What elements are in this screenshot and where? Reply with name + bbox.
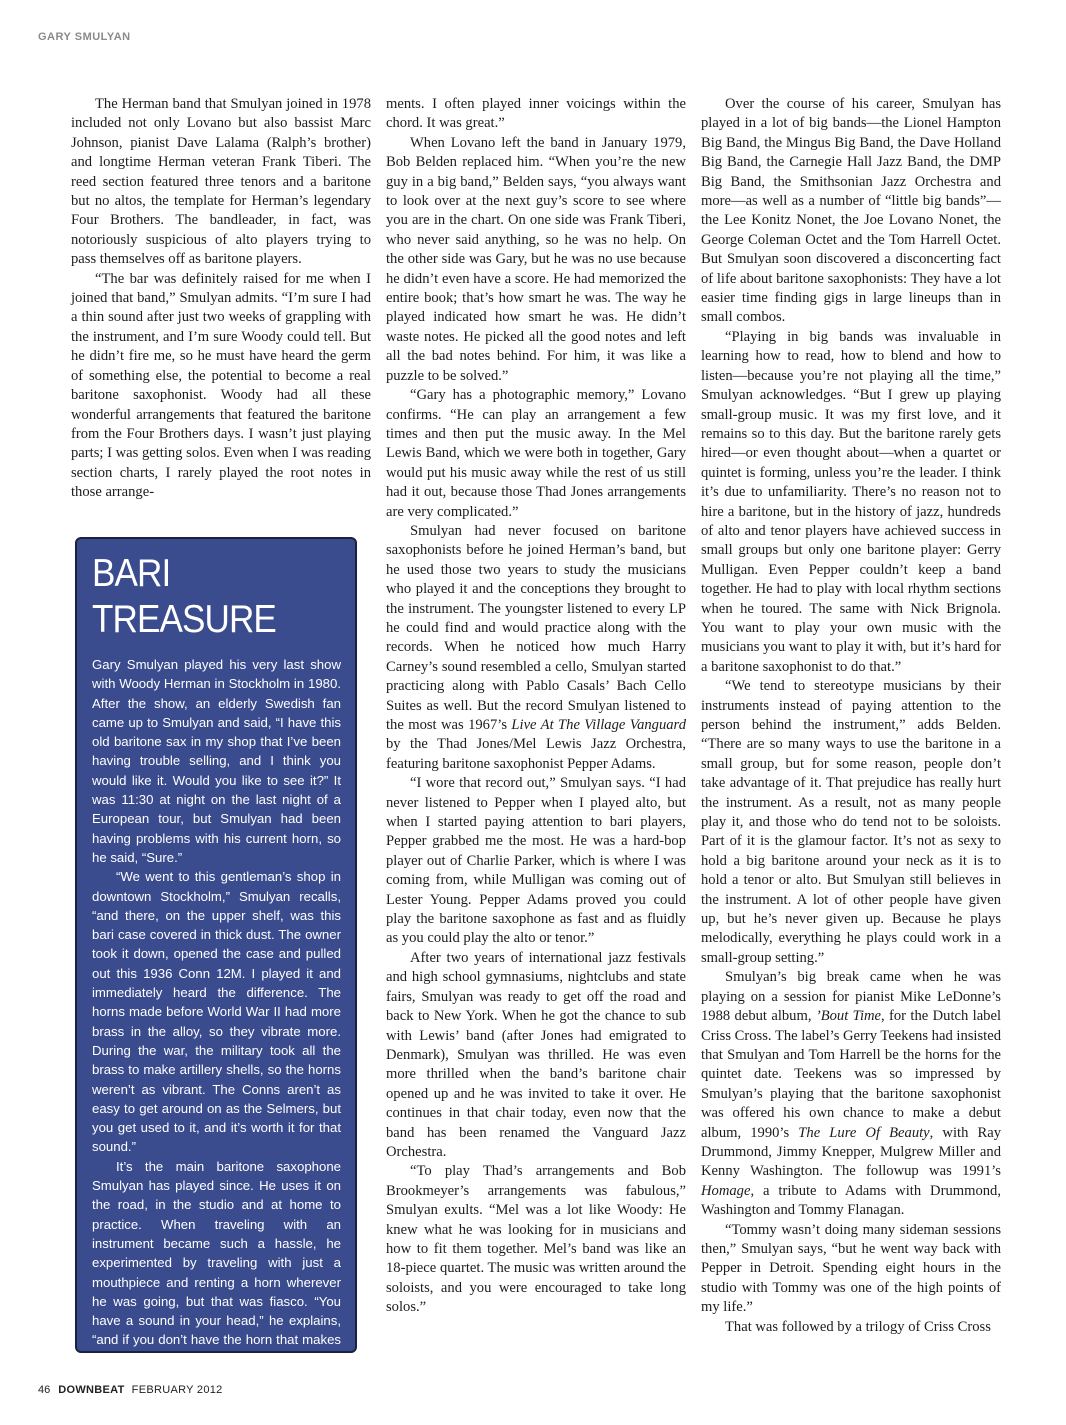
issue-date: FEBRUARY 2012 [131,1384,223,1396]
text-run: “Playing in big bands was invaluable in learning how to read, how to blend and how to listen—because you’re not playing all the time,” Smulyan acknowledges. “But I grew up playing small-group music. It was my first love, and it remains so to this day. But the baritone rarely gets hired—or even thought about—when a quartet or quintet is forming, unless you’re the leader. I think it’s due to unfamiliarity. There’s no reason not to hire a baritone, but in the history of jazz, hundreds of alto and tenor players have achieved success in small groups but only one baritone player: Gerry Mulligan. Even Pepper couldn’t keep a band together. He had to play with local rhythm sections when he toured. The same with Nick Brignola. You want to play your own music with the musicians you want to play it with, but it’s hard for a baritone saxophonist to do that.” [701,328,1001,675]
article-column-1 [71,95,371,503]
article-paragraph [701,95,1001,328]
article-paragraph [71,270,371,503]
album-title: ’Bout Time [815,1008,882,1025]
sidebar-paragraph: Gary Smulyan played his very last show with Woody Herman in Stockholm in 1980. After the show, an elderly Swedish fan came up to Smulyan and said, “I have this old baritone sax in my shop that I’ve been having trouble selling, and I think you would like it. Would you like to see it?” It was 11:30 at night on the last night of a European tour, but Smulyan had been having problems with his current horn, so he said, “Sure.” [92,657,341,865]
text-run: “I wore that record out,” Smulyan says. “I had never listened to Pepper when I played alto, but when I started paying attention to bari players, Pepper grabbed me the most. He was a hard-bop player out of Charlie Parker, which is where I was coming from, while Mulligan was coming out of Lester Young. Pepper Adams proved you could play the baritone saxophone as fast and as fluidly as you could play the alto or tenor.” [386,775,686,947]
text-run: by the Thad Jones/Mel Lewis Jazz Orchestra, featuring baritone saxophonist Pepper Adams. [386,736,686,772]
article-paragraph [386,1162,686,1317]
article-paragraph [701,1318,1001,1337]
article-column-2 [386,95,686,1318]
article-paragraph [386,386,686,522]
album-title: Live At The Village Vanguard [511,717,686,733]
sidebar-paragraph: It’s the main baritone saxophone Smulyan has played since. He uses it on the road, in the studio and at home to practice. When traveling with an instrument became such a hassle, he experimented by traveling with just a mouthpiece and renting a horn wherever he was going, but that was fiasco. “You have a sound in your head,” he explains, “and if you don’t have the horn that makes that sound, you’re not happy.” [92,1158,341,1367]
article-paragraph [386,522,686,774]
text-run: ments. I often played inner voicings within the chord. It was great.” [386,96,686,132]
sidebar-title: BARI TREASURE [92,552,276,641]
article-paragraph [701,328,1001,677]
article-column-3 [701,95,1001,1337]
text-run: After two years of international jazz festivals and high school gymnasiums, nightclubs and state fairs, Smulyan was ready to get off the road and back to New York. When he got the chance to sub with Lewis’ band (after Jones had emigrated to Denmark), Smulyan was thrilled. He was even more thrilled when the band’s baritone chair opened up and he was invited to take it over. He continues in that chair today, even now that the band has been renamed the Vanguard Jazz Orchestra. [386,949,686,1160]
article-paragraph [701,677,1001,968]
text-run: “Gary has a photographic memory,” Lovano confirms. “He can play an arrangement a few times and then put the music away. In the Mel Lewis Band, which we were both in together, Gary would put his music away while the rest of us still had it out, because those Thad Jones arrangements are very complicated.” [386,387,686,520]
text-run: Smulyan had never focused on baritone saxophonists before he joined Herman’s band, but he used those two years to study the musicians who played it and the conceptions they brought to the instrument. The youngster listened to every LP he could find and would practice along with the records. When he noticed how much Harry Carney’s sound resembled a cello, Smulyan started practicing along with Pablo Casals’ Bach Cello Suites as well. But the record Smulyan listened to the most was 1967’s [386,522,686,733]
article-paragraph [386,949,686,1162]
sidebar-byline: —Geoffrey Himes [236,1370,341,1386]
text-run: Over the course of his career, Smulyan has played in a lot of big bands—the Lionel Hampton Big Band, the Mingus Big Band, the Dave Holland Big Band, the Carnegie Hall Jazz Band, the DMP Big Band, the Smithsonian Jazz Orchestra and more—as well as a number of “little big bands”—the Lee Konitz Nonet, the Joe Lovano Nonet, the George Coleman Octet and the Tom Harrell Octet. But Smulyan soon discovered a disconcerting fact of life about baritone saxophonists: They have a lot easier time finding gigs in large lineups than in small combos. [701,96,1001,326]
sidebar-box [75,537,357,1386]
text-run: “To play Thad’s arrangements and Bob Brookmeyer’s arrangements was fabulous,” Smulyan exults. “Mel was a lot like Woody: He knew what he was looking for in musicians and how to fit them together. Mel’s band was like an 18-piece quartet. The music was written around the soloists, and you were encouraged to take long solos.” [386,1163,686,1316]
text-run: “We tend to stereotype musicians by their instruments instead of paying attention to the person behind the instrument,” adds Belden. “There are so many ways to use the baritone in a small group, but for some reason, people don’t take advantage of it. That prejudice has really hurt the instrument. As a result, not as many people play it, and those who do tend not to be soloists. Part of it is the glamour factor. It’s not as sexy to hold a big baritone around your neck as it is to hold a tenor or alto. But Smulyan still believes in the instrument. A lot of other people have given up, but he’s never given up. Because he plays melodically, everything he plays could work in a small-group setting.” [701,678,1001,966]
page-number: 46 [38,1384,51,1396]
magazine-name: DOWNBEAT [58,1384,125,1396]
album-title: Homage [701,1182,751,1199]
article-paragraph [386,774,686,949]
text-run: When Lovano left the band in January 1979, Bob Belden replaced him. “When you’re the new guy in a big band,” Belden says, “you always want to look over at the next guy’s score to see where you are in the chart. On one side was Frank Tiberi, who never said anything, so he was no help. On the other side was Gary, but he was no use because he didn’t even have a score. He had memorized the entire book; that’s how smart he was. The way he played indicated how smart he was. He didn’t waste notes. He picked all the good notes and left all the bad notes behind. For him, it was like a puzzle to be solved.” [386,134,686,384]
text-run: , with Ray Drummond, Jimmy Knepper, Mulgrew Miller and Kenny Washington. The followup was 1991’s [701,1124,1001,1180]
text-run: , for the Dutch label Criss Cross. The label’s Gerry Teekens had insisted that Smulyan and Tom Harrell be the horns for the quintet date. Teekens was so impressed by Smulyan’s playing that the baritone saxophonist was offered his own chance to make a debut album, 1990’s [701,1008,1001,1141]
page-footer [38,1384,223,1396]
sidebar-paragraph: “We went to this gentleman’s shop in downtown Stockholm,” Smulyan recalls, “and there, on the upper shelf, was this bari case covered in thick dust. The owner took it down, opened the case and pulled out this 1936 Conn 12M. I played it and immediately heard the difference. The horns made before World War II had more brass in the alloy, so they vibrate more. During the war, the military took all the brass to make artillery shells, so the horns weren’t as vibrant. The Conns aren’t as easy to get around on as the Selmers, but you get used to it, and it’s worth it for that sound.” [92,869,341,1155]
text-run: That was followed by a trilogy of Criss Cross [725,1318,991,1335]
text-run: , a tribute to Adams with Drummond, Washington and Tommy Flanagan. [701,1182,1001,1219]
article-paragraph [386,95,686,134]
text-run: Smulyan’s big break came when he was playing on a session for pianist Mike LeDonne’s 1988 debut album, [701,969,1001,1025]
article-paragraph [701,968,1001,1220]
text-run: “The bar was definitely raised for me when I joined that band,” Smulyan admits. “I’m sure I had a thin sound after just two weeks of grappling with the instrument, and I’m sure Woody could tell. But he didn’t fire me, so he must have heard the germ of something else, the potential to become a real baritone saxophonist. Woody had all these wonderful arrangements that featured the baritone from the Four Brothers days. I wasn’t just playing parts; I was getting solos. Even when I was reading section charts, I rarely played the root notes in those arrange- [71,270,371,501]
article-paragraph [701,1221,1001,1318]
running-head: GARY SMULYAN [38,31,131,43]
article-paragraph [386,134,686,386]
text-run: The Herman band that Smulyan joined in 1978 included not only Lovano but also bassist Marc Johnson, pianist Dave Lalama (Ralph’s brother) and longtime Herman veteran Frank Tiberi. The reed section featured three tenors and a baritone but no altos, the template for Herman’s legendary Four Brothers. The bandleader, in fact, was notoriously suspicious of alto players trying to pass themselves off as baritone players. [71,96,371,268]
album-title: The Lure Of Beauty [798,1124,930,1141]
article-paragraph [71,95,371,270]
text-run: “Tommy wasn’t doing many sideman sessions then,” Smulyan says, “but he went way back with Pepper in Detroit. Spending eight hours in the studio with Tommy was one of the high points of my life.” [701,1221,1001,1316]
